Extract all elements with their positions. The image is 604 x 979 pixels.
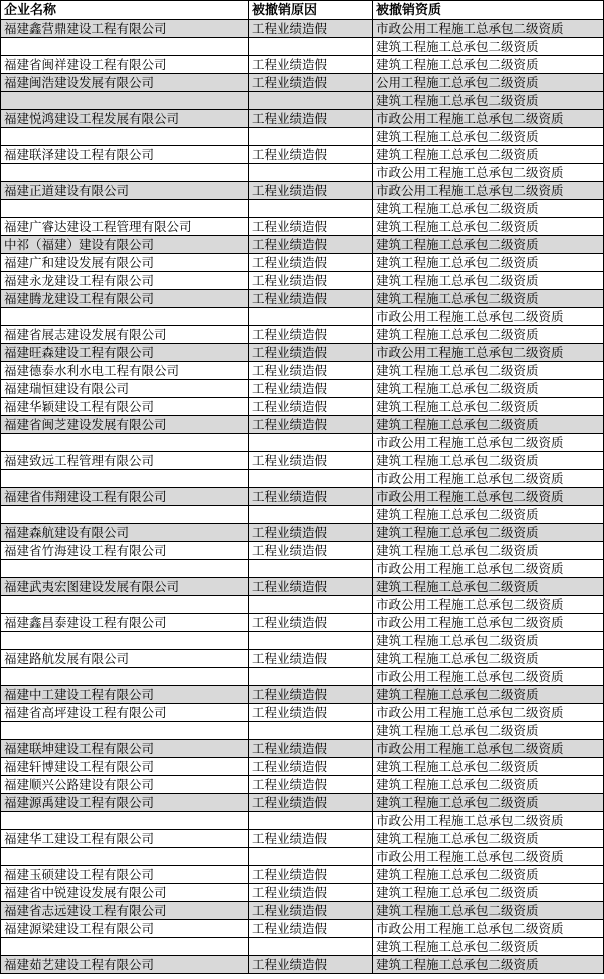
table-row <box>1 812 604 830</box>
cell-revoked-qualification: 建筑工程施工总承包二级资质 <box>373 776 604 794</box>
table-row <box>1 524 604 542</box>
table-row <box>1 290 604 308</box>
cell-revocation-reason: 工程业绩造假 <box>249 578 373 596</box>
cell-company-name: 福建永龙建设工程有限公司 <box>1 272 249 290</box>
cell-revoked-qualification: 市政公用工程施工总承包二级资质 <box>373 668 604 686</box>
cell-revoked-qualification: 市政公用工程施工总承包二级资质 <box>373 344 604 362</box>
table-row <box>1 326 604 344</box>
cell-revoked-qualification: 建筑工程施工总承包二级资质 <box>373 200 604 218</box>
cell-revoked-qualification: 建筑工程施工总承包二级资质 <box>373 56 604 74</box>
cell-revocation-reason <box>249 668 373 686</box>
cell-company-name: 福建省中锐建设发展有限公司 <box>1 884 249 902</box>
table-row <box>1 614 604 632</box>
cell-company-name: 福建鑫营鼎建设工程有限公司 <box>1 20 249 38</box>
cell-revocation-reason: 工程业绩造假 <box>249 110 373 128</box>
table-row <box>1 20 604 38</box>
cell-company-name <box>1 434 249 452</box>
cell-company-name: 福建正道建设有限公司 <box>1 182 249 200</box>
cell-revoked-qualification: 建筑工程施工总承包二级资质 <box>373 38 604 56</box>
header-revoked-qualification: 被撤销资质 <box>373 1 604 20</box>
cell-revoked-qualification: 市政公用工程施工总承包二级资质 <box>373 848 604 866</box>
cell-company-name: 福建联泽建设工程有限公司 <box>1 146 249 164</box>
cell-revoked-qualification: 建筑工程施工总承包二级资质 <box>373 218 604 236</box>
cell-revocation-reason: 工程业绩造假 <box>249 20 373 38</box>
cell-revocation-reason: 工程业绩造假 <box>249 272 373 290</box>
table-header-row <box>1 1 604 20</box>
table-row <box>1 758 604 776</box>
cell-revocation-reason: 工程业绩造假 <box>249 218 373 236</box>
table-row <box>1 488 604 506</box>
table-row <box>1 254 604 272</box>
cell-revocation-reason <box>249 848 373 866</box>
cell-revocation-reason <box>249 938 373 956</box>
cell-revoked-qualification: 市政公用工程施工总承包二级资质 <box>373 164 604 182</box>
cell-revoked-qualification: 公用工程施工总承包二级资质 <box>373 74 604 92</box>
table-row <box>1 830 604 848</box>
table-row <box>1 110 604 128</box>
cell-revoked-qualification: 建筑工程施工总承包二级资质 <box>373 452 604 470</box>
table-row <box>1 92 604 110</box>
cell-revocation-reason: 工程业绩造假 <box>249 524 373 542</box>
cell-company-name: 福建腾龙建设工程有限公司 <box>1 290 249 308</box>
table-row <box>1 722 604 740</box>
table-row <box>1 146 604 164</box>
cell-revocation-reason: 工程业绩造假 <box>249 416 373 434</box>
table-row <box>1 38 604 56</box>
cell-company-name: 福建悦鸿建设工程发展有限公司 <box>1 110 249 128</box>
cell-revoked-qualification: 建筑工程施工总承包二级资质 <box>373 146 604 164</box>
cell-revocation-reason: 工程业绩造假 <box>249 398 373 416</box>
cell-company-name: 福建鑫昌泰建设工程有限公司 <box>1 614 249 632</box>
cell-company-name: 福建旺森建设工程有限公司 <box>1 344 249 362</box>
cell-revocation-reason <box>249 434 373 452</box>
table-row <box>1 164 604 182</box>
cell-revocation-reason <box>249 722 373 740</box>
table-row <box>1 884 604 902</box>
cell-company-name: 福建省高坪建设工程有限公司 <box>1 704 249 722</box>
cell-revoked-qualification: 建筑工程施工总承包二级资质 <box>373 380 604 398</box>
cell-revocation-reason <box>249 128 373 146</box>
cell-revoked-qualification: 市政公用工程施工总承包二级资质 <box>373 434 604 452</box>
cell-revocation-reason: 工程业绩造假 <box>249 146 373 164</box>
cell-revoked-qualification: 建筑工程施工总承包二级资质 <box>373 578 604 596</box>
cell-company-name <box>1 308 249 326</box>
cell-revocation-reason <box>249 470 373 488</box>
cell-revocation-reason: 工程业绩造假 <box>249 344 373 362</box>
table-row <box>1 470 604 488</box>
cell-revoked-qualification: 市政公用工程施工总承包二级资质 <box>373 560 604 578</box>
cell-revoked-qualification: 建筑工程施工总承包二级资质 <box>373 632 604 650</box>
cell-revocation-reason: 工程业绩造假 <box>249 236 373 254</box>
table-row <box>1 452 604 470</box>
cell-revoked-qualification: 市政公用工程施工总承包二级资质 <box>373 614 604 632</box>
cell-revoked-qualification: 建筑工程施工总承包二级资质 <box>373 758 604 776</box>
cell-company-name <box>1 200 249 218</box>
cell-revoked-qualification: 建筑工程施工总承包二级资质 <box>373 884 604 902</box>
cell-revocation-reason <box>249 164 373 182</box>
cell-revoked-qualification: 建筑工程施工总承包二级资质 <box>373 956 604 974</box>
cell-company-name: 福建省志远建设工程有限公司 <box>1 902 249 920</box>
table-row <box>1 128 604 146</box>
cell-revocation-reason <box>249 308 373 326</box>
cell-revoked-qualification: 市政公用工程施工总承包二级资质 <box>373 596 604 614</box>
table-row <box>1 218 604 236</box>
cell-company-name <box>1 722 249 740</box>
cell-company-name: 福建联坤建设工程有限公司 <box>1 740 249 758</box>
cell-revocation-reason: 工程业绩造假 <box>249 650 373 668</box>
table-row <box>1 236 604 254</box>
table-row <box>1 794 604 812</box>
table-row <box>1 740 604 758</box>
cell-revocation-reason: 工程业绩造假 <box>249 614 373 632</box>
table-row <box>1 956 604 974</box>
table-row <box>1 398 604 416</box>
cell-company-name: 福建致远工程管理有限公司 <box>1 452 249 470</box>
cell-revocation-reason: 工程业绩造假 <box>249 830 373 848</box>
table-row <box>1 686 604 704</box>
table-row <box>1 506 604 524</box>
cell-revocation-reason: 工程业绩造假 <box>249 74 373 92</box>
cell-company-name <box>1 812 249 830</box>
cell-company-name <box>1 668 249 686</box>
cell-revocation-reason: 工程业绩造假 <box>249 362 373 380</box>
cell-company-name: 福建源梁建设工程有限公司 <box>1 920 249 938</box>
table-row <box>1 776 604 794</box>
cell-company-name: 中祁（福建）建设有限公司 <box>1 236 249 254</box>
table-row <box>1 200 604 218</box>
table-row <box>1 56 604 74</box>
cell-revoked-qualification: 建筑工程施工总承包二级资质 <box>373 272 604 290</box>
cell-revocation-reason: 工程业绩造假 <box>249 704 373 722</box>
cell-revoked-qualification: 建筑工程施工总承包二级资质 <box>373 128 604 146</box>
cell-revocation-reason: 工程业绩造假 <box>249 686 373 704</box>
cell-company-name <box>1 632 249 650</box>
cell-revoked-qualification: 建筑工程施工总承包二级资质 <box>373 794 604 812</box>
header-company-name: 企业名称 <box>1 1 249 20</box>
cell-company-name: 福建顺兴公路建设有限公司 <box>1 776 249 794</box>
cell-company-name: 福建省竹海建设工程有限公司 <box>1 542 249 560</box>
cell-revoked-qualification: 市政公用工程施工总承包二级资质 <box>373 110 604 128</box>
cell-revoked-qualification: 市政公用工程施工总承包二级资质 <box>373 740 604 758</box>
cell-revoked-qualification: 建筑工程施工总承包二级资质 <box>373 902 604 920</box>
cell-revoked-qualification: 建筑工程施工总承包二级资质 <box>373 290 604 308</box>
cell-revocation-reason <box>249 812 373 830</box>
cell-company-name: 福建闽浩建设发展有限公司 <box>1 74 249 92</box>
cell-company-name: 福建中工建设工程有限公司 <box>1 686 249 704</box>
header-revocation-reason: 被撤销原因 <box>249 1 373 20</box>
cell-revocation-reason: 工程业绩造假 <box>249 380 373 398</box>
cell-revoked-qualification: 建筑工程施工总承包二级资质 <box>373 254 604 272</box>
cell-company-name: 福建省伟翔建设工程有限公司 <box>1 488 249 506</box>
cell-revoked-qualification: 建筑工程施工总承包二级资质 <box>373 866 604 884</box>
table-row <box>1 182 604 200</box>
cell-revocation-reason: 工程业绩造假 <box>249 794 373 812</box>
cell-company-name: 福建森航建设有限公司 <box>1 524 249 542</box>
cell-revocation-reason: 工程业绩造假 <box>249 326 373 344</box>
cell-revoked-qualification: 建筑工程施工总承包二级资质 <box>373 722 604 740</box>
cell-revocation-reason: 工程业绩造假 <box>249 866 373 884</box>
cell-company-name <box>1 128 249 146</box>
cell-company-name: 福建德泰水利水电工程有限公司 <box>1 362 249 380</box>
cell-revoked-qualification: 建筑工程施工总承包二级资质 <box>373 92 604 110</box>
cell-company-name: 福建源禹建设工程有限公司 <box>1 794 249 812</box>
cell-company-name <box>1 164 249 182</box>
cell-company-name: 福建瑞恒建设有限公司 <box>1 380 249 398</box>
table-row <box>1 272 604 290</box>
cell-company-name: 福建广和建设发展有限公司 <box>1 254 249 272</box>
cell-revocation-reason: 工程业绩造假 <box>249 488 373 506</box>
cell-revoked-qualification: 市政公用工程施工总承包二级资质 <box>373 920 604 938</box>
table-body <box>1 20 604 974</box>
cell-revoked-qualification: 建筑工程施工总承包二级资质 <box>373 416 604 434</box>
table-row <box>1 560 604 578</box>
cell-revocation-reason: 工程业绩造假 <box>249 542 373 560</box>
cell-company-name: 福建华工建设工程有限公司 <box>1 830 249 848</box>
cell-revoked-qualification: 建筑工程施工总承包二级资质 <box>373 326 604 344</box>
cell-revocation-reason <box>249 596 373 614</box>
cell-revocation-reason <box>249 92 373 110</box>
cell-company-name <box>1 92 249 110</box>
cell-company-name: 福建省展志建设发展有限公司 <box>1 326 249 344</box>
cell-revocation-reason: 工程业绩造假 <box>249 254 373 272</box>
cell-company-name <box>1 938 249 956</box>
cell-revoked-qualification: 建筑工程施工总承包二级资质 <box>373 362 604 380</box>
table-row <box>1 938 604 956</box>
cell-revoked-qualification: 市政公用工程施工总承包二级资质 <box>373 812 604 830</box>
cell-revoked-qualification: 建筑工程施工总承包二级资质 <box>373 506 604 524</box>
cell-revoked-qualification: 建筑工程施工总承包二级资质 <box>373 524 604 542</box>
cell-revocation-reason: 工程业绩造假 <box>249 776 373 794</box>
table-row <box>1 704 604 722</box>
cell-company-name: 福建玉硕建设工程有限公司 <box>1 866 249 884</box>
cell-company-name: 福建广睿达建设工程管理有限公司 <box>1 218 249 236</box>
cell-company-name <box>1 560 249 578</box>
cell-company-name <box>1 470 249 488</box>
cell-revoked-qualification: 建筑工程施工总承包二级资质 <box>373 236 604 254</box>
table-row <box>1 668 604 686</box>
cell-revocation-reason: 工程业绩造假 <box>249 758 373 776</box>
cell-company-name: 福建轩博建设工程有限公司 <box>1 758 249 776</box>
cell-revocation-reason <box>249 632 373 650</box>
cell-company-name: 福建华颖建设工程有限公司 <box>1 398 249 416</box>
table-row <box>1 632 604 650</box>
cell-company-name <box>1 848 249 866</box>
cell-company-name: 福建武夷宏图建设发展有限公司 <box>1 578 249 596</box>
cell-revocation-reason: 工程业绩造假 <box>249 902 373 920</box>
cell-company-name <box>1 38 249 56</box>
cell-company-name: 福建省闽祥建设工程有限公司 <box>1 56 249 74</box>
cell-revocation-reason <box>249 38 373 56</box>
cell-revocation-reason: 工程业绩造假 <box>249 920 373 938</box>
cell-revoked-qualification: 建筑工程施工总承包二级资质 <box>373 542 604 560</box>
cell-revoked-qualification: 市政公用工程施工总承包二级资质 <box>373 488 604 506</box>
cell-revoked-qualification: 市政公用工程施工总承包二级资质 <box>373 182 604 200</box>
cell-revocation-reason: 工程业绩造假 <box>249 452 373 470</box>
cell-revoked-qualification: 市政公用工程施工总承包二级资质 <box>373 308 604 326</box>
cell-revocation-reason: 工程业绩造假 <box>249 740 373 758</box>
cell-revoked-qualification: 建筑工程施工总承包二级资质 <box>373 398 604 416</box>
cell-revocation-reason: 工程业绩造假 <box>249 182 373 200</box>
table-row <box>1 848 604 866</box>
cell-revoked-qualification: 建筑工程施工总承包二级资质 <box>373 938 604 956</box>
cell-company-name: 福建路航发展有限公司 <box>1 650 249 668</box>
cell-company-name: 福建茹艺建设工程有限公司 <box>1 956 249 974</box>
cell-revocation-reason: 工程业绩造假 <box>249 884 373 902</box>
cell-revocation-reason <box>249 200 373 218</box>
cell-revocation-reason: 工程业绩造假 <box>249 290 373 308</box>
table-row <box>1 380 604 398</box>
table-row <box>1 866 604 884</box>
cell-revoked-qualification: 市政公用工程施工总承包二级资质 <box>373 470 604 488</box>
table-row <box>1 434 604 452</box>
table-row <box>1 902 604 920</box>
cell-company-name: 福建省闽芝建设发展有限公司 <box>1 416 249 434</box>
table-row <box>1 362 604 380</box>
cell-revocation-reason: 工程业绩造假 <box>249 956 373 974</box>
table-row <box>1 416 604 434</box>
cell-revoked-qualification: 建筑工程施工总承包二级资质 <box>373 686 604 704</box>
cell-company-name <box>1 506 249 524</box>
table-row <box>1 578 604 596</box>
cell-revocation-reason <box>249 560 373 578</box>
cell-revoked-qualification: 建筑工程施工总承包二级资质 <box>373 650 604 668</box>
cell-revocation-reason <box>249 506 373 524</box>
table-row <box>1 308 604 326</box>
cell-revoked-qualification: 市政公用工程施工总承包二级资质 <box>373 704 604 722</box>
table-row <box>1 650 604 668</box>
table-row <box>1 74 604 92</box>
cell-revoked-qualification: 建筑工程施工总承包二级资质 <box>373 830 604 848</box>
cell-revoked-qualification: 市政公用工程施工总承包二级资质 <box>373 20 604 38</box>
cell-company-name <box>1 596 249 614</box>
table-row <box>1 596 604 614</box>
table-row <box>1 920 604 938</box>
table-row <box>1 542 604 560</box>
cell-revocation-reason: 工程业绩造假 <box>249 56 373 74</box>
table-row <box>1 344 604 362</box>
